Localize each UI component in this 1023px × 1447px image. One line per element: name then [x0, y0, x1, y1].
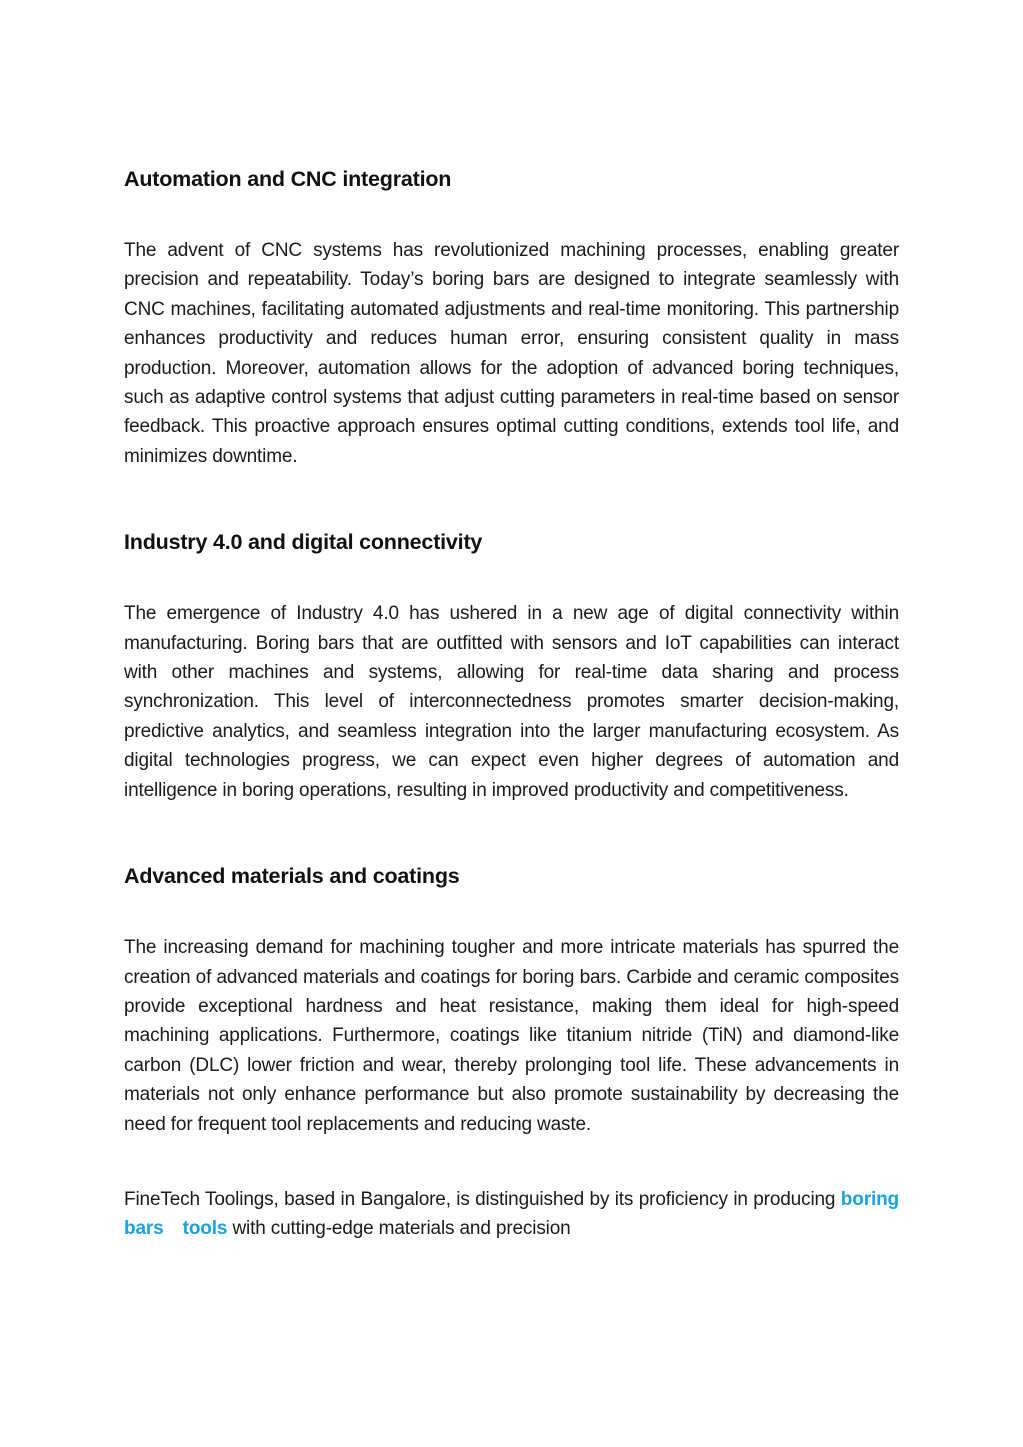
- section-body-automation: The advent of CNC systems has revolutionized machining processes, enabling greater precision and repeatability. Today’s boring bars are designed to integrate seamlessly with CNC machines, facilitating automated adjustments and real-time monitoring. This partnership enhances productivity and reduces human error, ensuring consistent quality in mass production. Moreover, automation allows for the adoption of advanced boring techniques, such as adaptive control systems that adjust cutting parameters in real-time based on sensor feedback. This proactive approach ensures optimal cutting conditions, extends tool life, and minimizes downtime.: [124, 240, 899, 467]
- section-heading-industry-4: Industry 4.0 and digital connectivity: [124, 530, 483, 555]
- document-page: [124, 160, 899, 1244]
- boring-bars-tools-link[interactable]: boring bars tools: [124, 1188, 899, 1240]
- outro-text-after-link: with cutting-edge materials and precision: [227, 1218, 571, 1240]
- section-body-materials: The increasing demand for machining tougher and more intricate materials has spurred the creation of advanced materials and coatings for boring bars. Carbide and ceramic composites provide exceptional hardness and heat resistance, making them ideal for high-speed machining applications. Furthermore, coatings like titanium nitride (TiN) and diamond-like carbon (DLC) lower friction and wear, thereby prolonging tool life. These advancements in materials not only enhance performance but also promote sustainability by decreasing the need for frequent tool replacements and reducing waste.: [124, 937, 899, 1135]
- section-heading-materials: Advanced materials and coatings: [124, 864, 460, 889]
- section-body-industry-4: The emergence of Industry 4.0 has ushered in a new age of digital connectivity within manufacturing. Boring bars that are outfitted with sensors and IoT capabilities can interact with other machines and systems, allowing for real-time data sharing and process synchronization. This level of interconnectedness promotes smarter decision-making, predictive analytics, and seamless integration into the larger manufacturing ecosystem. As digital technologies progress, we can expect even higher degrees of automation and intelligence in boring operations, resulting in improved productivity and competitiveness.: [124, 603, 899, 801]
- section-heading-automation: Automation and CNC integration: [124, 167, 452, 191]
- outro-text-before-link: FineTech Toolings, based in Bangalore, is distinguished by its proficiency in producing: [124, 1188, 841, 1210]
- outro-paragraph: [124, 1185, 899, 1244]
